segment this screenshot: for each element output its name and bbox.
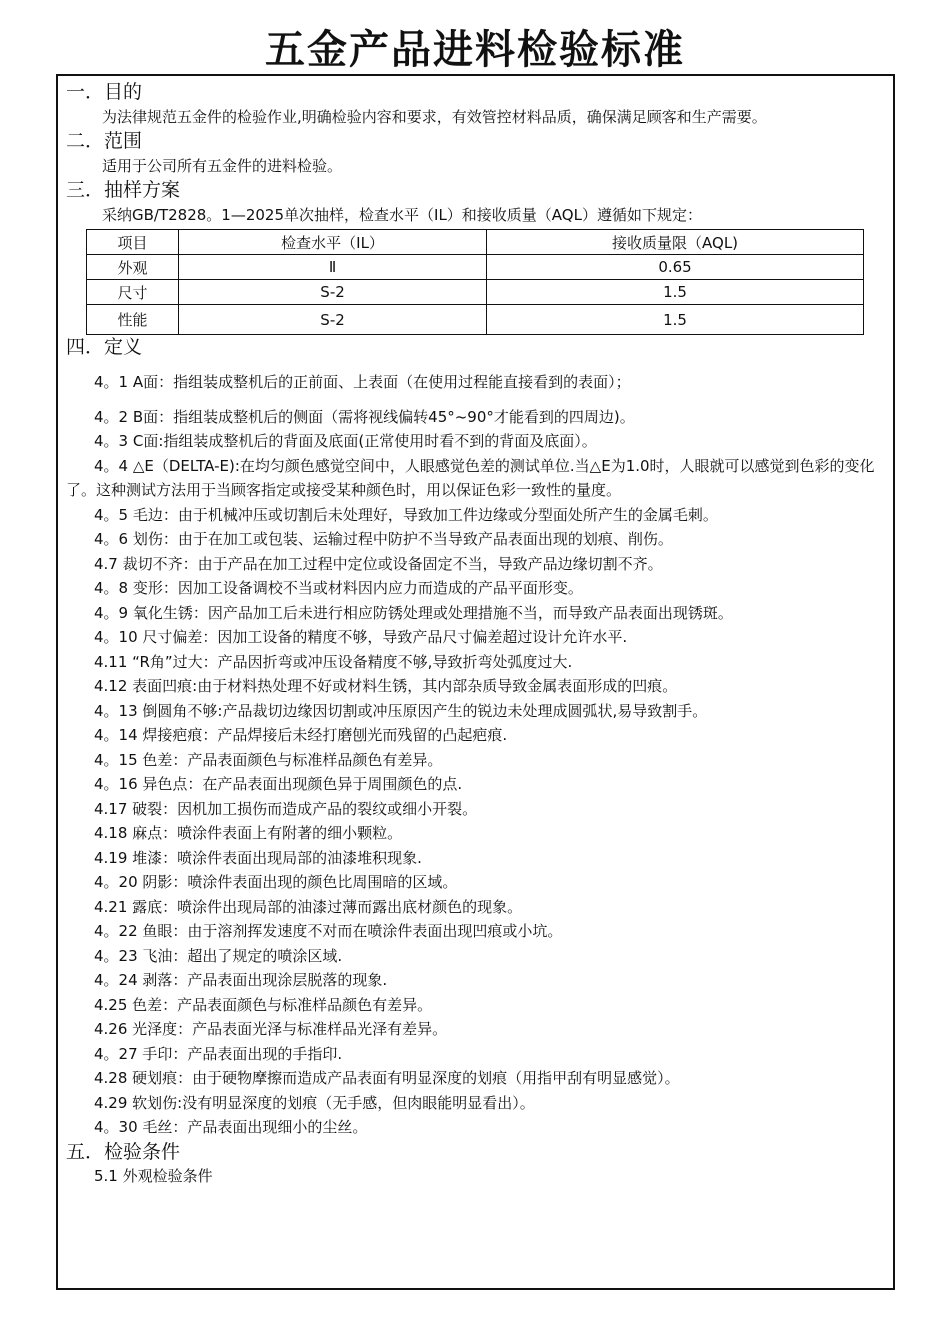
- definition-item: 4.17 破裂：因机加工损伤而造成产品的裂纹或细小开裂。: [94, 799, 478, 818]
- sampling-table: [86, 229, 864, 335]
- table-cell: S-2: [179, 280, 487, 305]
- definition-item: 4.11 “R角”过大：产品因折弯或冲压设备精度不够,导致折弯处弧度过大.: [94, 652, 573, 671]
- definition-item: 4。15 色差：产品表面颜色与标准样品颜色有差异。: [94, 750, 443, 769]
- section-heading-conditions: 五．检验条件: [66, 1140, 181, 1163]
- definition-item: 4.25 色差：产品表面颜色与标准样品颜色有差异。: [94, 995, 433, 1014]
- definition-item: 4。24 剥落：产品表面出现涂层脱落的现象.: [94, 971, 388, 989]
- table-header-cell: 检查水平（IL）: [179, 230, 487, 255]
- table-header-cell: 接收质量限（AQL): [487, 230, 864, 255]
- section-text-sampling: 采纳GB/T2828。1—2025单次抽样，检查水平（IL）和接收质量（AQL）遵循如下规定：: [102, 206, 702, 224]
- table-header-row: [87, 230, 864, 255]
- definition-item: 4。5 毛边：由于机械冲压或切割后未处理好，导致加工件边缘或分型面处所产生的金属毛刺。: [94, 505, 718, 524]
- table-row: [87, 280, 864, 305]
- definition-item: 4。30 毛丝：产品表面出现细小的尘丝。: [94, 1118, 368, 1136]
- definition-item: 4.28 硬划痕：由于硬物摩擦而造成产品表面有明显深度的划痕（用指甲刮有明显感觉）。: [94, 1069, 680, 1087]
- definition-item: 4。4 △E（DELTA-E):在均匀颜色感觉空间中，人眼感觉色差的测试单位.当△E为1.0时，人眼就可以感觉到色彩的变化了。这种测试方法用于当顾客指定或接受某种颜色时，用以保证色彩一致性的量度。: [66, 456, 875, 499]
- definition-item: 4。23 飞油：超出了规定的喷涂区域.: [94, 946, 343, 965]
- definition-item: 4。16 异色点：在产品表面出现颜色异于周围颜色的点.: [94, 775, 463, 793]
- definition-item: 4.7 裁切不齐：由于产品在加工过程中定位或设备固定不当，导致产品边缘切割不齐。: [94, 554, 663, 573]
- table-cell: S-2: [179, 305, 487, 335]
- definition-item: 4。27 手印：产品表面出现的手指印.: [94, 1044, 343, 1063]
- definition-item: 4。6 划伤：由于在加工或包装、运输过程中防护不当导致产品表面出现的划痕、削伤。: [94, 530, 673, 548]
- definition-item: 4。8 变形：因加工设备调校不当或材料因内应力而造成的产品平面形变。: [94, 579, 583, 597]
- document-frame: [56, 74, 895, 1290]
- table-row: [87, 305, 864, 335]
- section-text-scope: 适用于公司所有五金件的进料检验。: [102, 157, 343, 175]
- table-cell: 尺寸: [87, 280, 179, 305]
- document-body: [66, 80, 885, 1187]
- section-heading-sampling: 三．抽样方案: [66, 179, 181, 201]
- table-cell: 0.65: [487, 255, 864, 280]
- definition-item: 4。13 倒圆角不够:产品裁切边缘因切割或冲压原因产生的锐边未处理成圆弧状,易导致割手。: [94, 701, 708, 720]
- table-cell: 性能: [87, 305, 179, 335]
- table-row: [87, 255, 864, 280]
- definition-item: 4。2 B面：指组装成整机后的侧面（需将视线偏转45°~90°才能看到的四周边)。: [94, 407, 635, 426]
- table-cell: 1.5: [487, 280, 864, 305]
- definition-item: 4.26 光泽度：产品表面光泽与标准样品光泽有差异。: [94, 1020, 448, 1038]
- table-cell: 外观: [87, 255, 179, 280]
- table-cell: 1.5: [487, 305, 864, 335]
- section-heading-scope: 二．范围: [66, 130, 143, 152]
- definition-item: 4。10 尺寸偏差：因加工设备的精度不够，导致产品尺寸偏差超过设计允许水平.: [94, 628, 628, 646]
- table-cell: Ⅱ: [179, 255, 487, 280]
- document-title: 五金产品进料检验标准: [265, 27, 685, 73]
- definition-item: 4。20 阴影：喷涂件表面出现的颜色比周围暗的区域。: [94, 873, 458, 891]
- section-text-purpose: 为法律规范五金件的检验作业,明确检验内容和要求，有效管控材料品质，确保满足顾客和生产需要。: [102, 108, 767, 126]
- definition-item: 4。9 氧化生锈：因产品加工后未进行相应防锈处理或处理措施不当，而导致产品表面出现锈斑。: [94, 603, 733, 622]
- section-heading-purpose: 一．目的: [66, 81, 143, 103]
- definition-item: 4。3 C面:指组装成整机后的背面及底面(正常使用时看不到的背面及底面）。: [94, 432, 597, 450]
- subsection-heading-appearance: 5.1 外观检验条件: [94, 1166, 213, 1185]
- table-header-cell: 项目: [87, 230, 179, 255]
- definition-item: 4.29 软划伤:没有明显深度的划痕（无手感，但肉眼能明显看出）。: [94, 1093, 535, 1112]
- definition-item: 4。14 焊接疤痕：产品焊接后未经打磨刨光而残留的凸起疤痕.: [94, 726, 508, 744]
- definition-item: 4.19 堆漆：喷涂件表面出现局部的油漆堆积现象.: [94, 848, 422, 867]
- definition-item: 4。22 鱼眼：由于溶剂挥发速度不对而在喷涂件表面出现凹痕或小坑。: [94, 922, 563, 940]
- definition-item: 4.12 表面凹痕:由于材料热处理不好或材料生锈，其内部杂质导致金属表面形成的凹痕。: [94, 677, 678, 695]
- definition-item: 4.18 麻点：喷涂件表面上有附著的细小颗粒。: [94, 824, 403, 842]
- section-heading-definitions: 四．定义: [66, 336, 143, 358]
- definition-item: 4.21 露底：喷涂件出现局部的油漆过薄而露出底材颜色的现象。: [94, 897, 523, 916]
- definition-item: 4。1 A面：指组装成整机后的正前面、上表面（在使用过程能直接看到的表面）；: [94, 373, 631, 391]
